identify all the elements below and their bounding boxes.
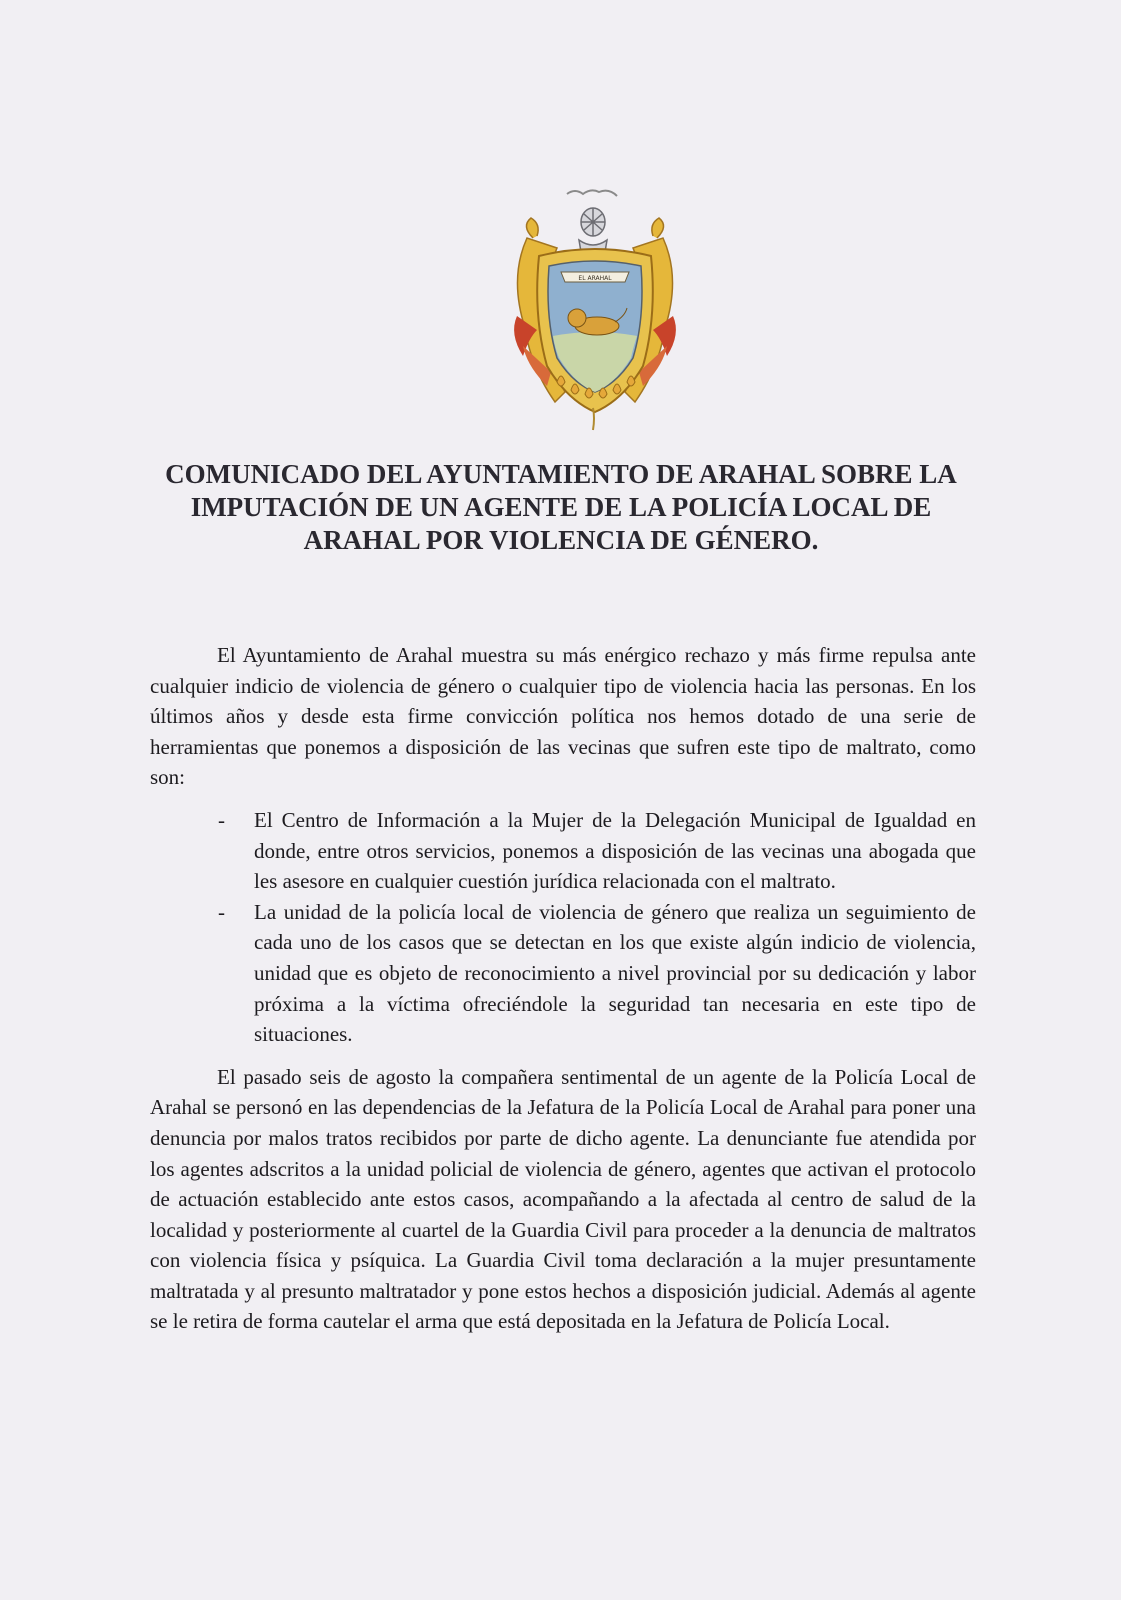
bullet-text: La unidad de la policía local de violencia de género que realiza un seguimiento de cada uno de los casos que se detectan en los que existe algún indicio de violencia, unidad que es objeto de reconocimiento a nivel provincial por su dedicación y labor próxima a la víctima ofreciéndole la seguridad tan necesaria en este tipo de situaciones. [254, 899, 976, 1047]
bullet-item [150, 897, 976, 1050]
bullet-marker: - [218, 807, 225, 832]
coat-of-arms-icon [505, 186, 685, 436]
title-line: IMPUTACIÓN DE UN AGENTE DE LA POLICÍA LOCAL DE [190, 492, 932, 522]
svg-text:EL ARAHAL: EL ARAHAL [578, 275, 612, 282]
title-line: COMUNICADO DEL AYUNTAMIENTO DE ARAHAL SOBRE LA [165, 459, 957, 489]
bullet-text: El Centro de Información a la Mujer de la Delegación Municipal de Igualdad en donde, entre otros servicios, ponemos a disposición de las vecinas una abogada que les asesore en cualquier cuestión jurídica relacionada con el maltrato. [254, 807, 976, 894]
paragraph-incident: El pasado seis de agosto la compañera sentimental de un agente de la Policía Local de Arahal se personó en las dependencias de la Jefatura de la Policía Local de Arahal para poner una denuncia por malos tratos recibidos por parte de dicho agente. La denunciante fue atendida por los agentes adscritos a la unidad policial de violencia de género, agentes que activan el protocolo de actuación establecido ante estos casos, acompañando a la afectada al centro de salud de la localidad y posteriormente al cuartel de la Guardia Civil para proceder a la denuncia de maltratos con violencia física y psíquica. La Guardia Civil toma declaración a la mujer presuntamente maltratada y al presunto maltratador y pone estos hechos a disposición judicial. Además al agente se le retira de forma cautelar el arma que está depositada en la Jefatura de Policía Local. [150, 1064, 976, 1334]
title-line: ARAHAL POR VIOLENCIA DE GÉNERO. [303, 525, 819, 555]
bullet-item [150, 805, 976, 897]
document-title [130, 458, 992, 557]
bullet-marker: - [218, 899, 225, 924]
document-body [150, 640, 976, 1337]
bullet-list [150, 805, 976, 1050]
paragraph-intro: El Ayuntamiento de Arahal muestra su más enérgico rechazo y más firme repulsa ante cualquier indicio de violencia de género o cualquier tipo de violencia hacia las personas. En los últimos años y desde esta firme convicción política nos hemos dotado de una serie de herramientas que ponemos a disposición de las vecinas que sufren este tipo de maltrato, como son: [150, 643, 976, 790]
